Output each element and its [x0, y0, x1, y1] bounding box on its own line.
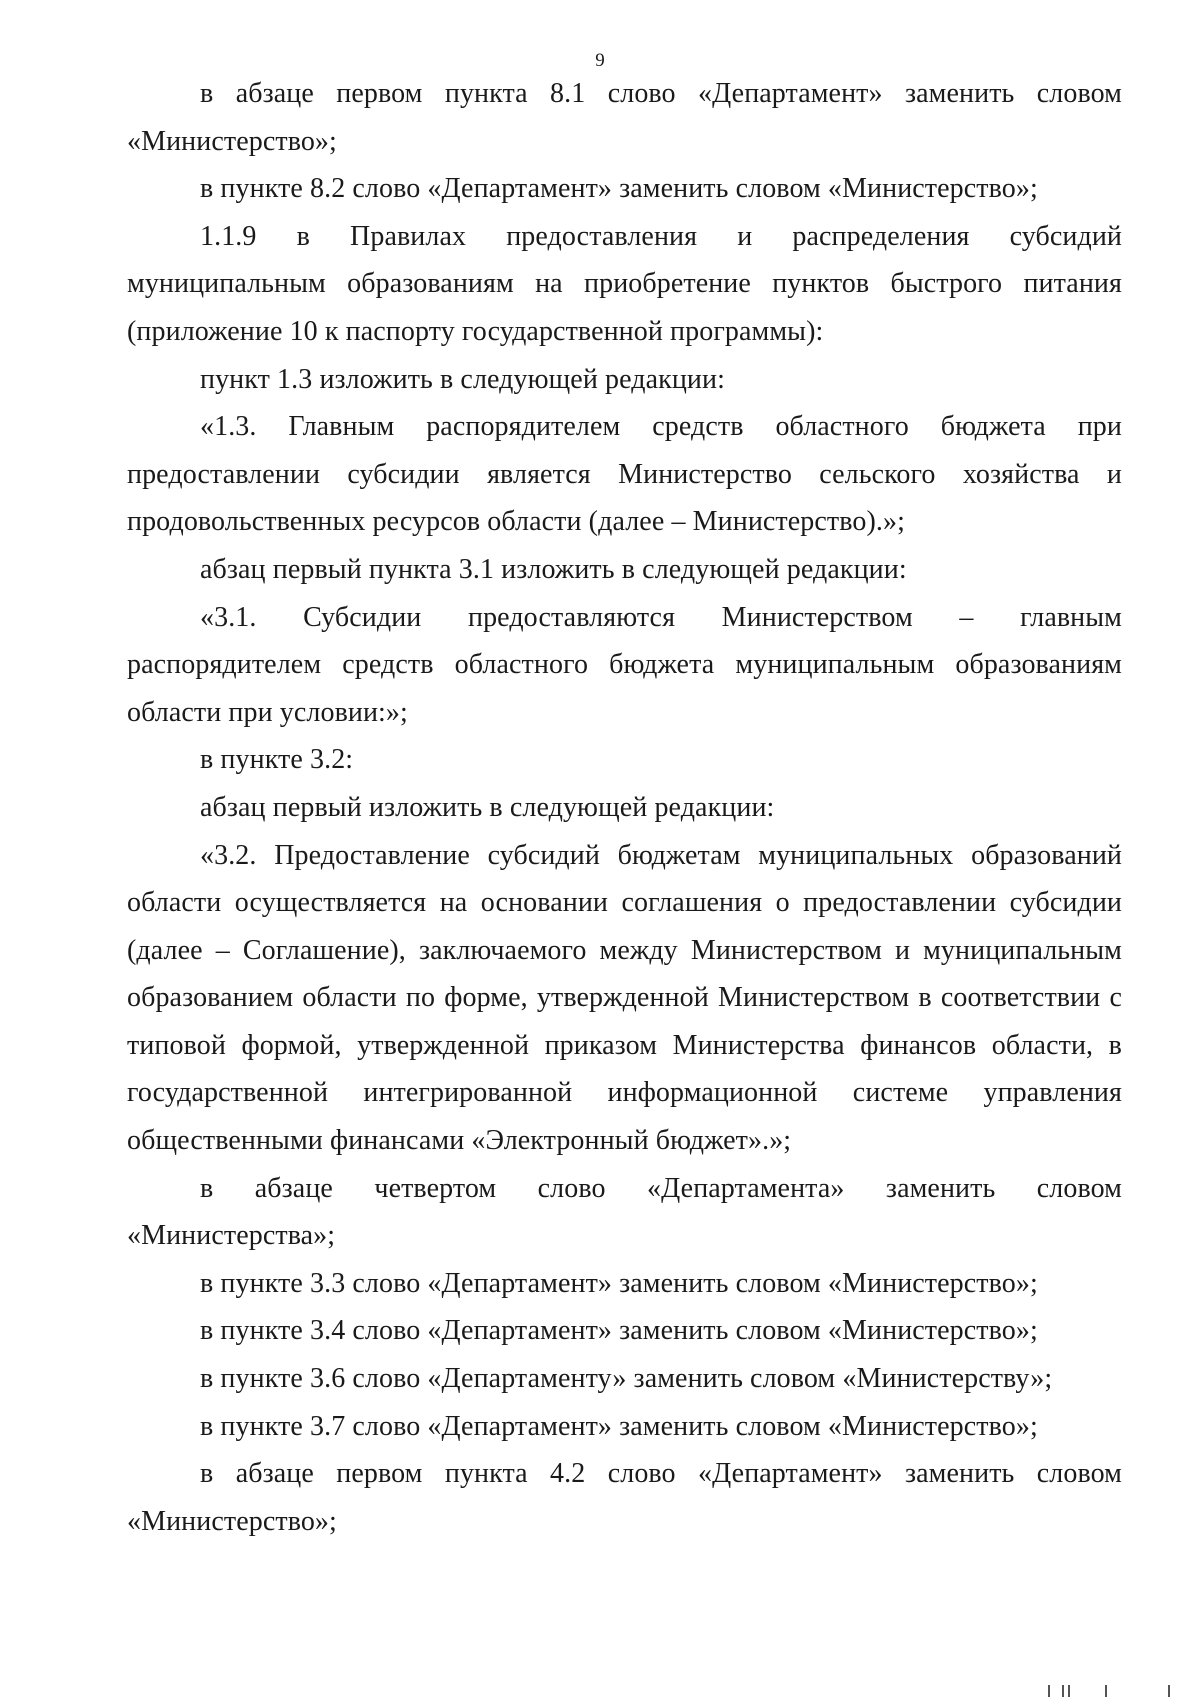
- paragraph-14: в пункте 3.6 слово «Департаменту» заменить словом «Министерству»;: [200, 1363, 1053, 1395]
- scan-artifact-mark: [1168, 1685, 1170, 1697]
- paragraph-2: в пункте 8.2 слово «Департамент» заменить словом «Министерство»;: [200, 173, 1038, 205]
- paragraph-3: 1.1.9 в Правилах предоставления и распределения субсидий муниципальным образованиям на приобретение пунктов быстрого питания (приложение 10 к паспорту государственной программы):: [127, 220, 1122, 347]
- paragraph-13: в пункте 3.4 слово «Департамент» заменить словом «Министерство»;: [200, 1315, 1038, 1347]
- scan-artifact-mark: [1048, 1685, 1050, 1697]
- paragraph-9: абзац первый изложить в следующей редакции:: [200, 791, 775, 823]
- paragraph-7: «3.1. Субсидии предоставляются Министерством – главным распорядителем средств областного бюджета муниципальным образованиям области при условии:»;: [127, 601, 1122, 728]
- paragraph-4: пункт 1.3 изложить в следующей редакции:: [200, 363, 725, 395]
- paragraph-12: в пункте 3.3 слово «Департамент» заменить словом «Министерство»;: [200, 1267, 1038, 1299]
- paragraph-10: «3.2. Предоставление субсидий бюджетам муниципальных образований области осуществляется на основании соглашения о предоставлении субсидии (далее – Соглашение), заключаемого между Министерством и муниципальным образованием области по форме, утвержденной Министерством в соответствии с типовой формой, утвержденной приказом Министерства финансов области, в государственной интегрированной информационной системе управления общественными финансами «Электронный бюджет».»;: [127, 839, 1122, 1157]
- scan-artifact-mark: [1068, 1685, 1070, 1697]
- page-number: 9: [595, 50, 605, 71]
- paragraph-1: в абзаце первом пункта 8.1 слово «Департамент» заменить словом «Министерство»;: [127, 78, 1122, 157]
- scan-artifact-mark: [1105, 1685, 1107, 1697]
- paragraph-16: в абзаце первом пункта 4.2 слово «Департамент» заменить словом «Министерство»;: [127, 1458, 1122, 1537]
- paragraph-8: в пункте 3.2:: [200, 744, 354, 776]
- paragraph-6: абзац первый пункта 3.1 изложить в следующей редакции:: [200, 553, 907, 585]
- paragraph-15: в пункте 3.7 слово «Департамент» заменить словом «Министерство»;: [200, 1410, 1038, 1442]
- paragraph-11: в абзаце четвертом слово «Департамента» заменить словом «Министерства»;: [127, 1172, 1122, 1252]
- paragraph-5: «1.3. Главным распорядителем средств областного бюджета при предоставлении субсидии является Министерство сельского хозяйства и продовольственных ресурсов области (далее – Министерство).»;: [127, 411, 1122, 538]
- document-body: [127, 70, 1122, 1545]
- scan-artifact-mark: [1062, 1685, 1064, 1697]
